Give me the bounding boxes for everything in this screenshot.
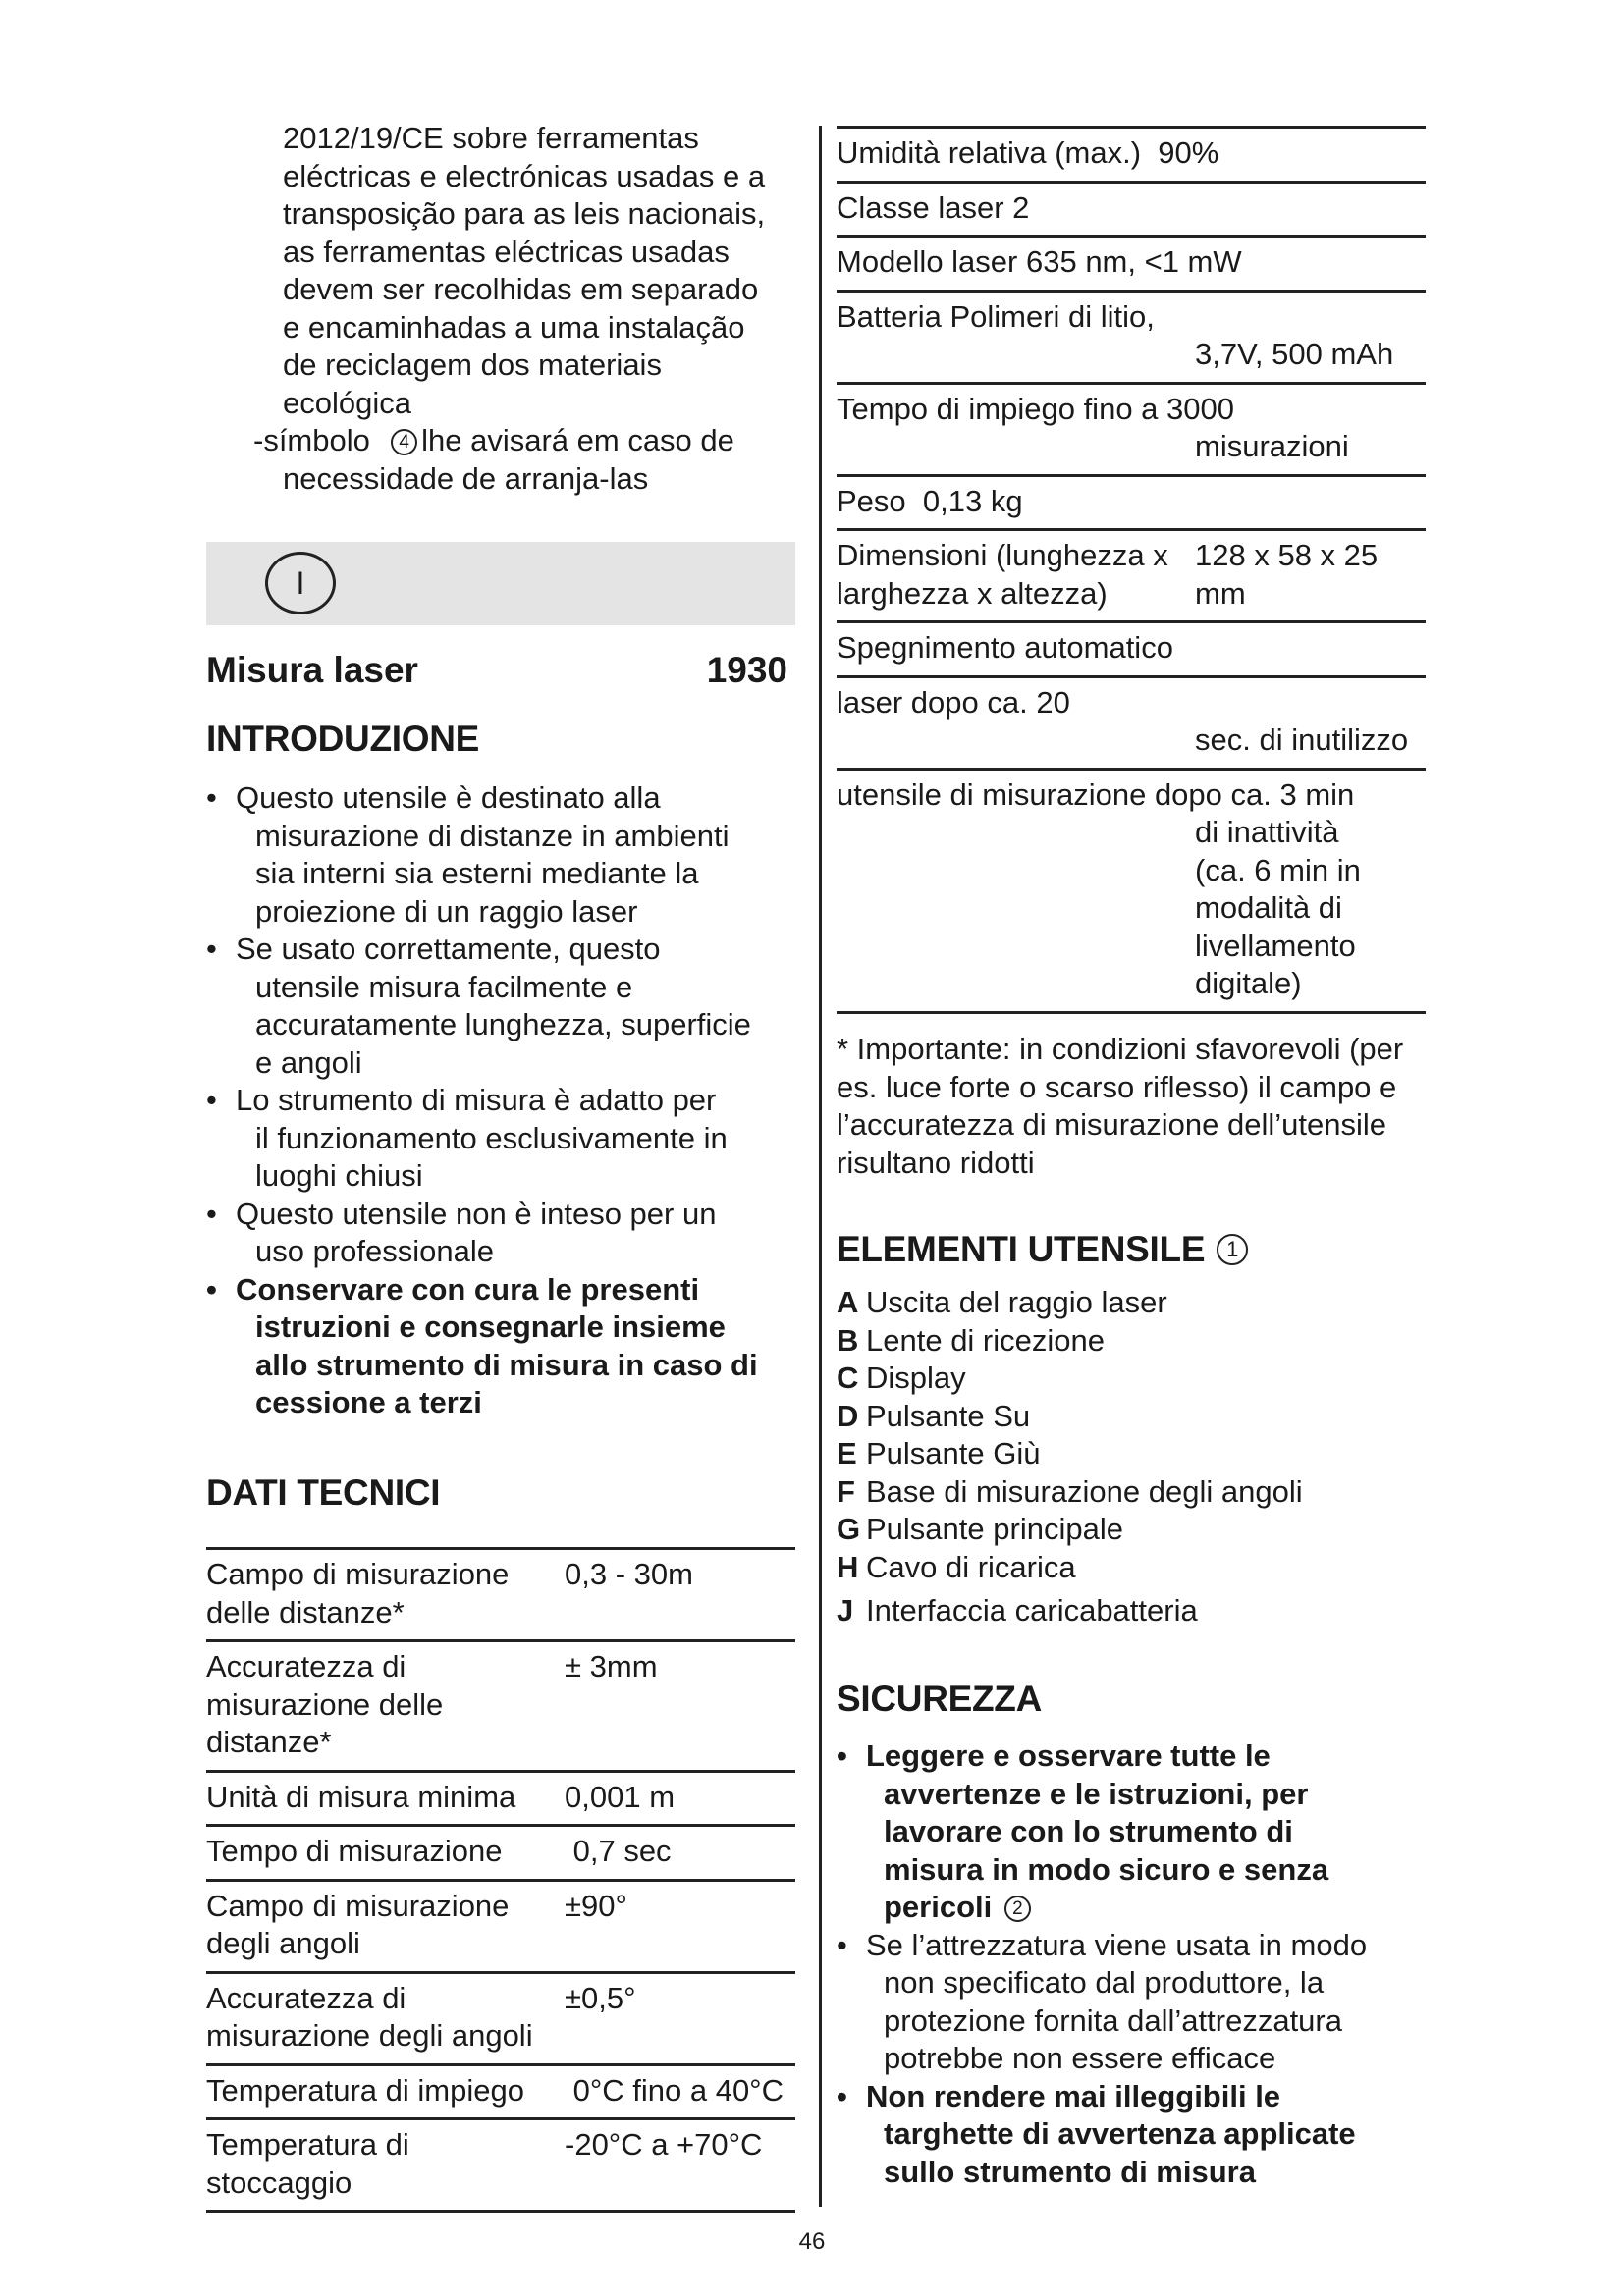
spec-label (206, 1641, 565, 1772)
list-item (206, 779, 805, 931)
bullet-text: sullo strumento di misura (884, 2154, 1256, 2189)
spec-label (206, 1549, 565, 1641)
page-number: 46 (798, 2228, 826, 2255)
dati-tecnici-table (206, 1547, 795, 2213)
spec-label (206, 1972, 565, 2064)
product-title-row (206, 650, 795, 691)
item-letter: E (837, 1436, 857, 1470)
table-row (837, 530, 1426, 622)
portuguese-continuation (206, 120, 795, 498)
text-line: de reciclagem dos materiais (283, 347, 662, 382)
item-letter: B (837, 1322, 859, 1358)
column-divider (819, 126, 822, 2207)
spec-cell (837, 676, 1426, 769)
item-text: Lente di ricezione (866, 1322, 1105, 1358)
dimension-value (1195, 537, 1378, 613)
item-letter: G (837, 1512, 861, 1546)
spec-label (206, 1826, 565, 1881)
list-item (837, 2078, 1445, 2192)
text-line: ecológica (283, 385, 411, 420)
table-row (206, 1771, 795, 1826)
item-text: Display (866, 1361, 966, 1395)
label-line: Temperatura di impiego (206, 2072, 524, 2108)
list-item (837, 1511, 1435, 1549)
right-spec-column (837, 126, 1430, 1014)
spec-cell: Classe laser 2 (837, 182, 1426, 237)
bullet-text: pericoli (884, 1890, 993, 1924)
table-row (837, 676, 1426, 769)
spec-value: 0,3 - 30m (565, 1549, 795, 1641)
introduzione-heading: INTRODUZIONE (206, 719, 480, 759)
spec-value: ± 3mm (565, 1641, 795, 1772)
portuguese-text (253, 120, 795, 498)
spec-line: Tempo di impiego fino a 3000 (837, 391, 1234, 426)
spec-cell (837, 291, 1426, 383)
item-letter: D (837, 1398, 859, 1433)
item-text: Cavo di ricarica (866, 1549, 1076, 1584)
spec-value: 0,7 sec (565, 1826, 795, 1881)
dimension-row (837, 537, 1426, 613)
table-row (206, 1549, 795, 1641)
circled-number-2-icon: 2 (1004, 1896, 1031, 1922)
spec-line: laser dopo ca. 20 (837, 684, 1070, 720)
introduzione-list (206, 779, 805, 1422)
bullet-text: istruzioni e consegnarle insieme (255, 1309, 726, 1344)
bullet-text: lavorare con lo strumento di (884, 1814, 1293, 1848)
list-item (837, 1549, 1435, 1587)
table-row (837, 475, 1426, 530)
table-row (837, 182, 1426, 237)
item-text: Base di misurazione degli angoli (866, 1473, 1303, 1509)
list-item (206, 1271, 805, 1422)
bullet-text: • Questo utensile non è inteso per un (236, 1196, 717, 1231)
list-item (837, 1737, 1445, 1927)
spec-cell: Spegnimento automatico (837, 622, 1426, 677)
elementi-heading-row (837, 1229, 1252, 1270)
product-name: Misura laser (206, 650, 418, 690)
table-row (837, 237, 1426, 292)
bullet-text: • Lo strumento di misura è adatto per (236, 1083, 717, 1117)
list-item (837, 1360, 1435, 1398)
list-item (206, 931, 805, 1082)
label-line: distanze* (206, 1725, 332, 1759)
list-item (206, 1082, 805, 1196)
language-marker-box (206, 542, 795, 625)
spec-cell (837, 769, 1426, 1012)
text-line: devem ser recolhidas em separado (283, 272, 759, 306)
text-line: necessidade de arranja-las (283, 460, 649, 496)
sicurezza-heading: SICUREZZA (837, 1679, 1043, 1719)
bullet-text: protezione fornita dall’attrezzatura (884, 2002, 1342, 2038)
spec-line: larghezza x altezza) (837, 575, 1108, 611)
text-line: eléctricas e electrónicas usadas e a (283, 158, 766, 193)
table-row (206, 1641, 795, 1772)
symbol-prefix: -símbolo (253, 423, 370, 457)
label-line: delle distanze* (206, 1594, 405, 1629)
label-line: Unità di misura minima (206, 1779, 516, 1814)
item-text: Uscita del raggio laser (866, 1285, 1167, 1319)
bullet-text: il funzionamento esclusivamente in (255, 1120, 728, 1155)
text-line: as ferramentas eléctricas usadas (283, 234, 730, 269)
label-line: misurazione delle (206, 1686, 444, 1722)
label-line: misurazione degli angoli (206, 2018, 533, 2053)
list-item (837, 1435, 1435, 1473)
bullet-text: targhette di avvertenza applicate (884, 2116, 1356, 2151)
bullet-text: luoghi chiusi (255, 1158, 423, 1193)
spec-value: 0°C fino a 40°C (565, 2064, 795, 2119)
spec-line: 3,7V, 500 mAh (1195, 337, 1394, 371)
spec-line: 128 x 58 x 25 (1195, 538, 1379, 572)
note-line: * Importante: in condizioni sfavorevoli (per (837, 1032, 1404, 1066)
bullet-text: • Se usato correttamente, questo (236, 932, 661, 966)
bullet-text-with-ref (866, 1889, 1445, 1927)
item-text: Pulsante principale (866, 1512, 1123, 1546)
item-letter: A (837, 1285, 859, 1319)
label-line: Tempo di misurazione (206, 1834, 503, 1868)
spec-cell: Umidità relativa (max.) 90% (837, 128, 1426, 183)
spec-value: 0,001 m (565, 1771, 795, 1826)
item-text: Interfaccia caricabatteria (866, 1593, 1198, 1628)
importante-note (837, 1031, 1435, 1182)
bullet-text: • Se l’attrezzatura viene usata in modo (866, 1927, 1368, 1962)
spec-line: utensile di misurazione dopo ca. 3 min (837, 776, 1355, 812)
spec-label (206, 1771, 565, 1826)
spec-label (206, 2064, 565, 2119)
spec-value: -20°C a +70°C (565, 2119, 795, 2212)
table-row (206, 1972, 795, 2064)
right-spec-table (837, 126, 1426, 1014)
text-line: 2012/19/CE sobre ferramentas (283, 121, 699, 155)
label-line: Campo di misurazione (206, 1888, 510, 1923)
spec-line: sec. di inutilizzo (1195, 722, 1409, 757)
table-row (206, 1826, 795, 1881)
table-row (837, 769, 1426, 1012)
bullet-text: uso professionale (255, 1234, 494, 1268)
elementi-heading: ELEMENTI UTENSILE (837, 1229, 1206, 1269)
spec-cell: Modello laser 635 nm, <1 mW (837, 237, 1426, 292)
bullet-text: accuratamente lunghezza, superficie (255, 1007, 751, 1041)
bullet-text: misurazione di distanze in ambienti (255, 818, 730, 853)
dati-tecnici-heading: DATI TECNICI (206, 1472, 441, 1513)
list-item (837, 1322, 1435, 1361)
text-line: e encaminhadas a uma instalação (283, 309, 745, 345)
item-letter: F (837, 1473, 855, 1509)
item-letter: H (837, 1549, 859, 1584)
list-item (837, 1592, 1435, 1630)
bullet-text: avvertenze e le istruzioni, per (884, 1776, 1309, 1811)
spec-line: Dimensioni (lunghezza x (837, 538, 1168, 572)
item-text: Pulsante Su (866, 1398, 1031, 1433)
bullet-text: proiezione di un raggio laser (255, 893, 638, 929)
item-text: Pulsante Giù (866, 1436, 1041, 1470)
table-row (206, 2064, 795, 2119)
table-row (206, 2119, 795, 2212)
dimension-label (837, 537, 1195, 613)
bullet-text: • Non rendere mai illeggibili le (866, 2078, 1281, 2113)
spec-label (206, 1880, 565, 1972)
sicurezza-list (837, 1737, 1445, 2191)
label-line: Accuratezza di (206, 1649, 406, 1683)
language-oval-icon (265, 552, 336, 614)
list-item (837, 1284, 1435, 1322)
label-line: Campo di misurazione (206, 1557, 510, 1591)
table-row (837, 622, 1426, 677)
bullet-text: cessione a terzi (255, 1385, 482, 1419)
bullet-text: non specificato dal produttore, la (884, 1965, 1325, 2000)
note-line: l’accuratezza di misurazione dell’utensile (837, 1107, 1386, 1142)
bullet-text: • Questo utensile è destinato alla (236, 780, 661, 815)
spec-line: digitale) (1195, 966, 1302, 1000)
bullet-text: utensile misura facilmente e (255, 969, 633, 1004)
note-line: es. luce forte o scarso riflesso) il campo e (837, 1069, 1397, 1104)
label-line: Accuratezza di (206, 1980, 406, 2015)
bullet-text: e angoli (255, 1044, 362, 1080)
circled-number-4-icon: 4 (391, 429, 417, 455)
table-row (837, 291, 1426, 383)
table-row (837, 383, 1426, 475)
spec-line: Batteria Polimeri di litio, (837, 298, 1155, 334)
table-row (206, 1880, 795, 1972)
bullet-text: misura in modo sicuro e senza (884, 1851, 1329, 1887)
spec-cell (837, 530, 1426, 622)
elementi-list (837, 1284, 1435, 1630)
bullet-text: allo strumento di misura in caso di (255, 1347, 758, 1382)
text-line: transposição para as leis nacionais, (283, 196, 766, 231)
bullet-text: potrebbe non essere efficace (884, 2041, 1276, 2075)
spec-line: modalità di (1195, 890, 1342, 925)
label-line: Temperatura di (206, 2127, 409, 2162)
list-item (837, 1398, 1435, 1436)
label-line: degli angoli (206, 1926, 360, 1960)
product-code: 1930 (706, 650, 787, 690)
spec-line: livellamento (1195, 928, 1356, 963)
language-letter: I (296, 564, 305, 601)
spec-line: (ca. 6 min in (1195, 852, 1361, 887)
label-line: stoccaggio (206, 2164, 352, 2200)
spec-cell: Peso 0,13 kg (837, 475, 1426, 530)
spec-label (206, 2119, 565, 2212)
item-letter: C (837, 1361, 859, 1395)
spec-line: misurazioni (1195, 429, 1349, 463)
list-item (206, 1196, 805, 1271)
spec-line: mm (1195, 575, 1246, 611)
list-item (837, 1473, 1435, 1512)
spec-line: di inattività (1195, 815, 1339, 849)
spec-cell (837, 383, 1426, 475)
list-item (837, 1927, 1445, 2078)
note-line: risultano ridotti (837, 1145, 1035, 1180)
bullet-text: • Leggere e osservare tutte le (866, 1738, 1271, 1773)
spec-value: ±0,5° (565, 1972, 795, 2064)
bullet-text: sia interni sia esterni mediante la (255, 856, 699, 890)
symbol-line (253, 422, 795, 460)
table-row (837, 128, 1426, 183)
spec-value: ±90° (565, 1880, 795, 1972)
bullet-text: • Conservare con cura le presenti (236, 1271, 700, 1307)
symbol-suffix: lhe avisará em caso de (421, 423, 734, 457)
circled-number-1-icon: 1 (1217, 1234, 1248, 1265)
item-letter: J (837, 1593, 854, 1628)
